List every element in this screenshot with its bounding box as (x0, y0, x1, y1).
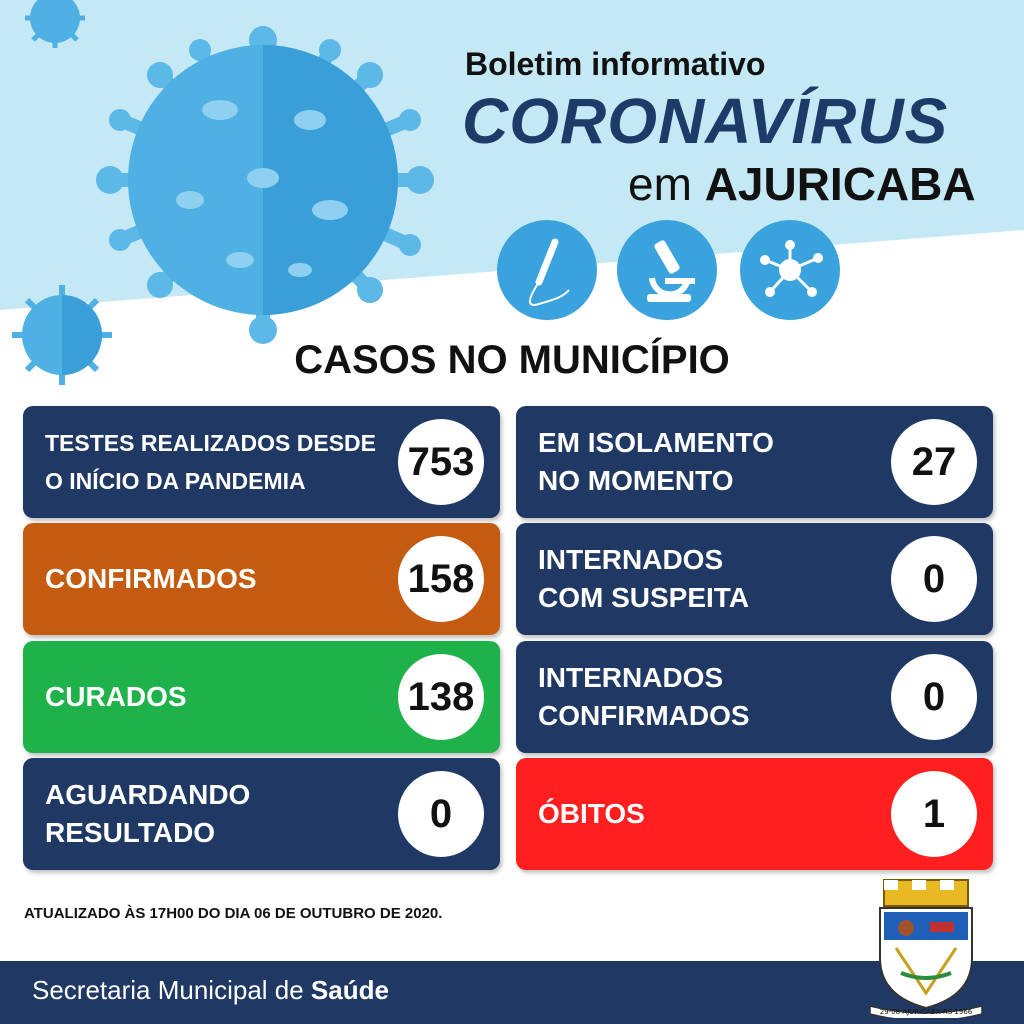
card-isolation-label: EM ISOLAMENTO NO MOMENTO (538, 427, 774, 496)
updated-timestamp: ATUALIZADO ÀS 17H00 DO DIA 06 DE OUTUBRO DE 2020. (24, 905, 443, 922)
card-isolation (516, 406, 993, 518)
card-recovered-label: CURADOS (45, 681, 187, 712)
card-isolation-value: 27 (891, 419, 977, 505)
card-awaiting-results (23, 758, 500, 870)
footer-text: Secretaria Municipal de Saúde (32, 975, 389, 1005)
card-confirmed (23, 523, 500, 635)
footer-text-bold: Saúde (310, 975, 389, 1005)
card-awaiting-results-value: 0 (398, 771, 484, 857)
card-confirmed-value: 158 (398, 536, 484, 622)
card-hospitalized-suspected (516, 523, 993, 635)
city-name: AJURICABA (704, 158, 976, 210)
microscope-icon (617, 220, 717, 320)
card-hospitalized-confirmed (516, 641, 993, 753)
swab-icon (497, 220, 597, 320)
card-tests (23, 406, 500, 518)
card-recovered-value: 138 (398, 654, 484, 740)
card-tests-value: 753 (398, 419, 484, 505)
crest-text: 29-08 AJURICABA-RS 1966 (879, 1008, 973, 1016)
bulletin-subtitle: Boletim informativo (465, 46, 766, 82)
card-tests-label: TESTES REALIZADOS DESDE O INÍCIO DA PANDEMIA (45, 430, 376, 494)
card-hospitalized-suspected-label: INTERNADOS COM SUSPEITA (538, 544, 750, 613)
card-awaiting-results-label: AGUARDANDO RESULTADO (45, 779, 251, 848)
bulletin-city-line: em AJURICABA (628, 158, 976, 210)
card-recovered (23, 641, 500, 753)
card-hospitalized-confirmed-value: 0 (891, 654, 977, 740)
card-confirmed-label: CONFIRMADOS (45, 563, 257, 594)
small-virus-top-left (25, 0, 85, 48)
card-deaths (516, 758, 993, 870)
section-title: CASOS NO MUNICÍPIO (294, 338, 730, 382)
card-deaths-label: ÓBITOS (538, 798, 645, 829)
card-hospitalized-confirmed-label: INTERNADOS CONFIRMADOS (538, 662, 750, 731)
card-hospitalized-suspected-value: 0 (891, 536, 977, 622)
municipal-crest-icon (866, 878, 986, 1018)
card-deaths-value: 1 (891, 771, 977, 857)
molecule-icon (740, 220, 840, 320)
bulletin-title: CORONAVÍRUS (462, 85, 949, 157)
